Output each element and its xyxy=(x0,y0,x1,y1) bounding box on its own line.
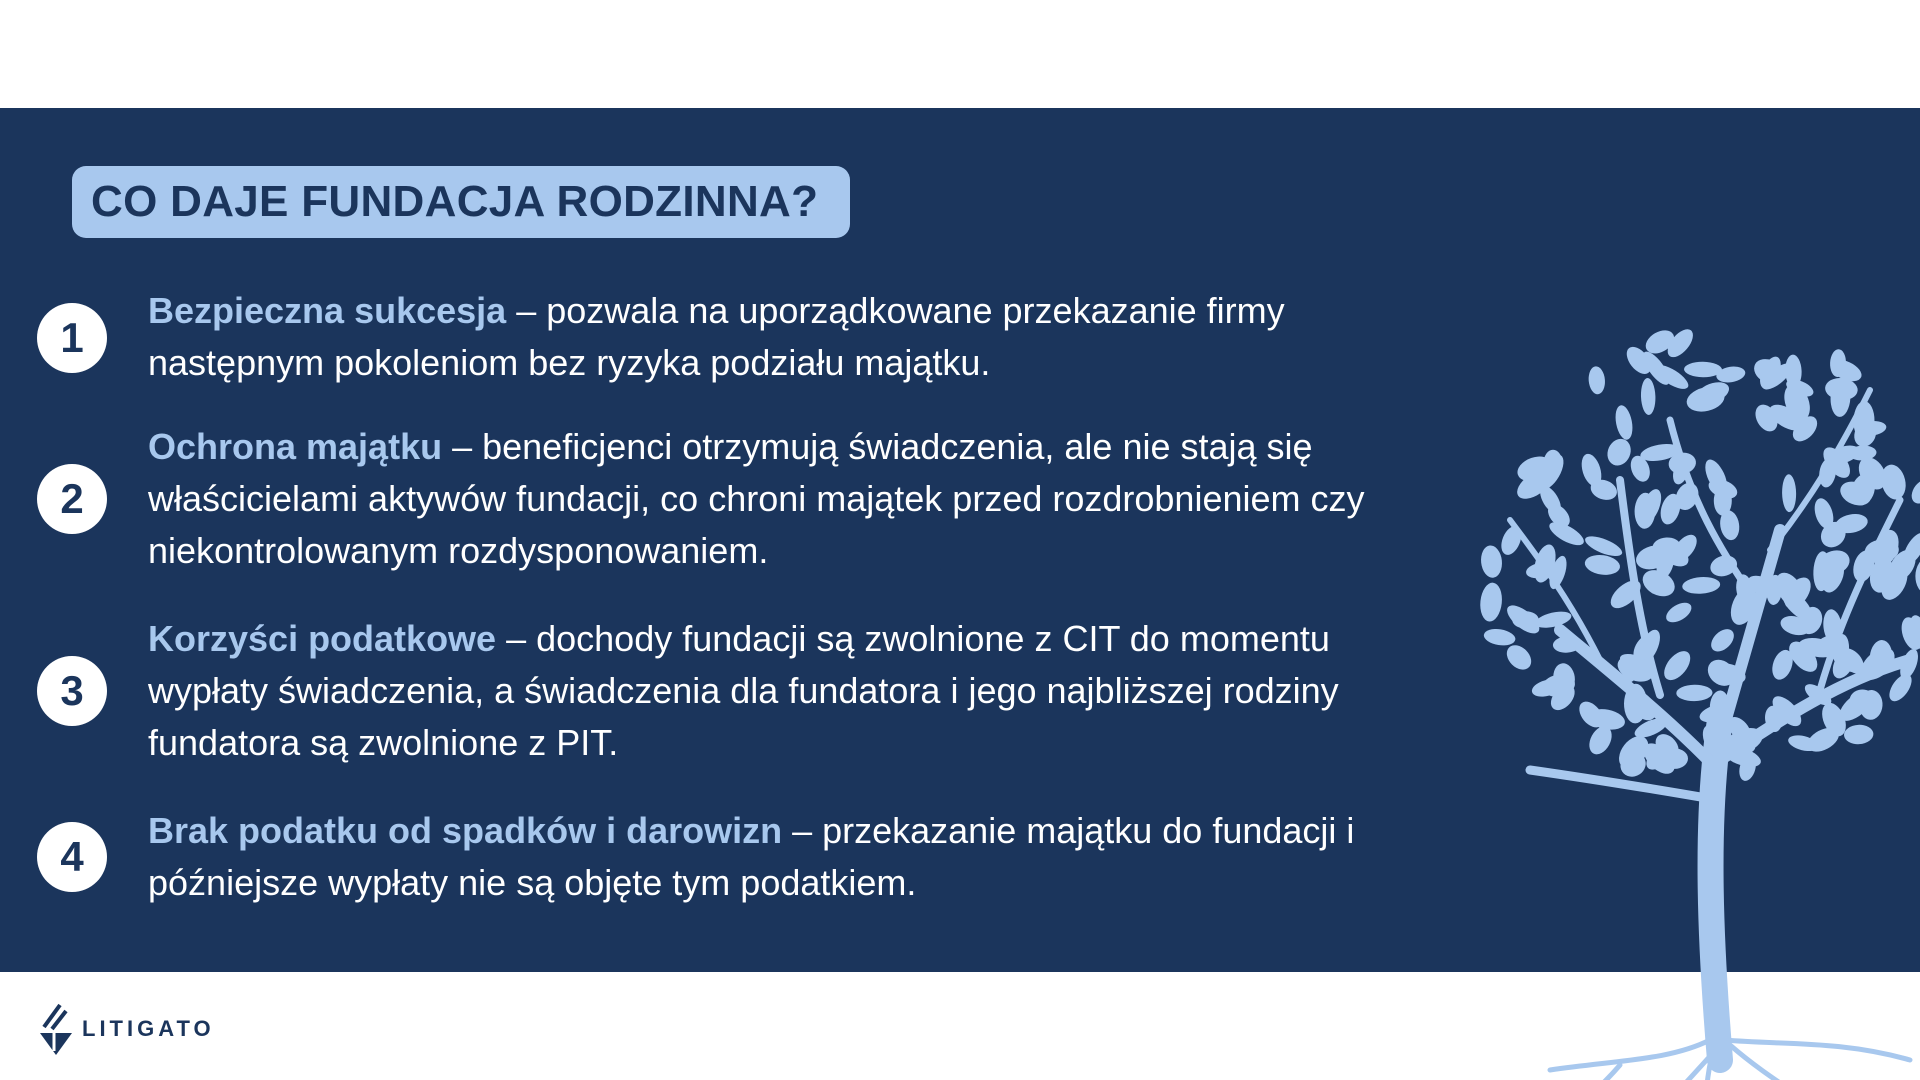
leaf xyxy=(1782,474,1797,512)
item-body: – pozwala na uporządkowane przekazanie firmy następnym pokoleniom bez ryzyka podziału majątku. xyxy=(148,290,1285,383)
item-heading: Ochrona majątku xyxy=(148,426,443,467)
leaf xyxy=(1684,361,1722,377)
leaf xyxy=(1584,553,1622,577)
leaf xyxy=(1915,558,1920,594)
item-text xyxy=(148,805,1378,909)
leaf xyxy=(1640,378,1656,415)
item-text xyxy=(148,285,1378,389)
item-heading: Brak podatku od spadków i darowizn xyxy=(148,810,783,851)
page-title: CO DAJE FUNDACJA RODZINNA? xyxy=(91,177,819,226)
item-body: – beneficjenci otrzymują świadczenia, ale nie stają się właścicielami aktywów fundacji, co chroni majątek przed rozdrobnieniem czy niekontrolowanym rozdysponowaniem. xyxy=(148,426,1365,571)
item-body: – dochody fundacji są zwolnione z CIT do momentu wypłaty świadczenia, a świadczenia dla fundatora i jego najbliższej rodziny fundatora są zwolnione z PIT. xyxy=(148,618,1339,763)
number-badge: 3 xyxy=(37,656,107,726)
number-badge: 2 xyxy=(37,464,107,534)
leaf xyxy=(1534,609,1573,631)
leaf xyxy=(1676,684,1712,701)
leaf xyxy=(1907,475,1920,508)
litigato-logo xyxy=(36,1001,215,1057)
leaf xyxy=(1844,724,1874,745)
item-text xyxy=(148,421,1378,577)
leaf xyxy=(1613,404,1635,441)
leaf xyxy=(1885,670,1916,705)
leaf xyxy=(1603,435,1635,469)
item-text xyxy=(148,613,1378,769)
leaf xyxy=(1588,366,1607,395)
leaf xyxy=(1479,544,1503,578)
title-badge xyxy=(72,166,850,238)
leaf xyxy=(1707,625,1738,656)
logo-text: LITIGATO xyxy=(82,1016,215,1041)
leaf xyxy=(1497,523,1525,558)
leaf xyxy=(1478,582,1503,623)
item-heading: Korzyści podatkowe xyxy=(148,618,497,659)
leaf xyxy=(1682,576,1721,595)
number-badge: 1 xyxy=(37,303,107,373)
tree-illustration xyxy=(1420,300,1920,1080)
number-badge: 4 xyxy=(37,822,107,892)
leaf xyxy=(1483,627,1517,648)
item-heading: Bezpieczna sukcesja xyxy=(148,290,507,331)
leaf xyxy=(1659,646,1695,685)
leaf xyxy=(1502,640,1536,674)
leaf xyxy=(1663,599,1695,627)
item-body: – przekazanie majątku do fundacji i późniejsze wypłaty nie są objęte tym podatkiem. xyxy=(148,810,1355,903)
logo-mark-icon xyxy=(36,1003,76,1055)
